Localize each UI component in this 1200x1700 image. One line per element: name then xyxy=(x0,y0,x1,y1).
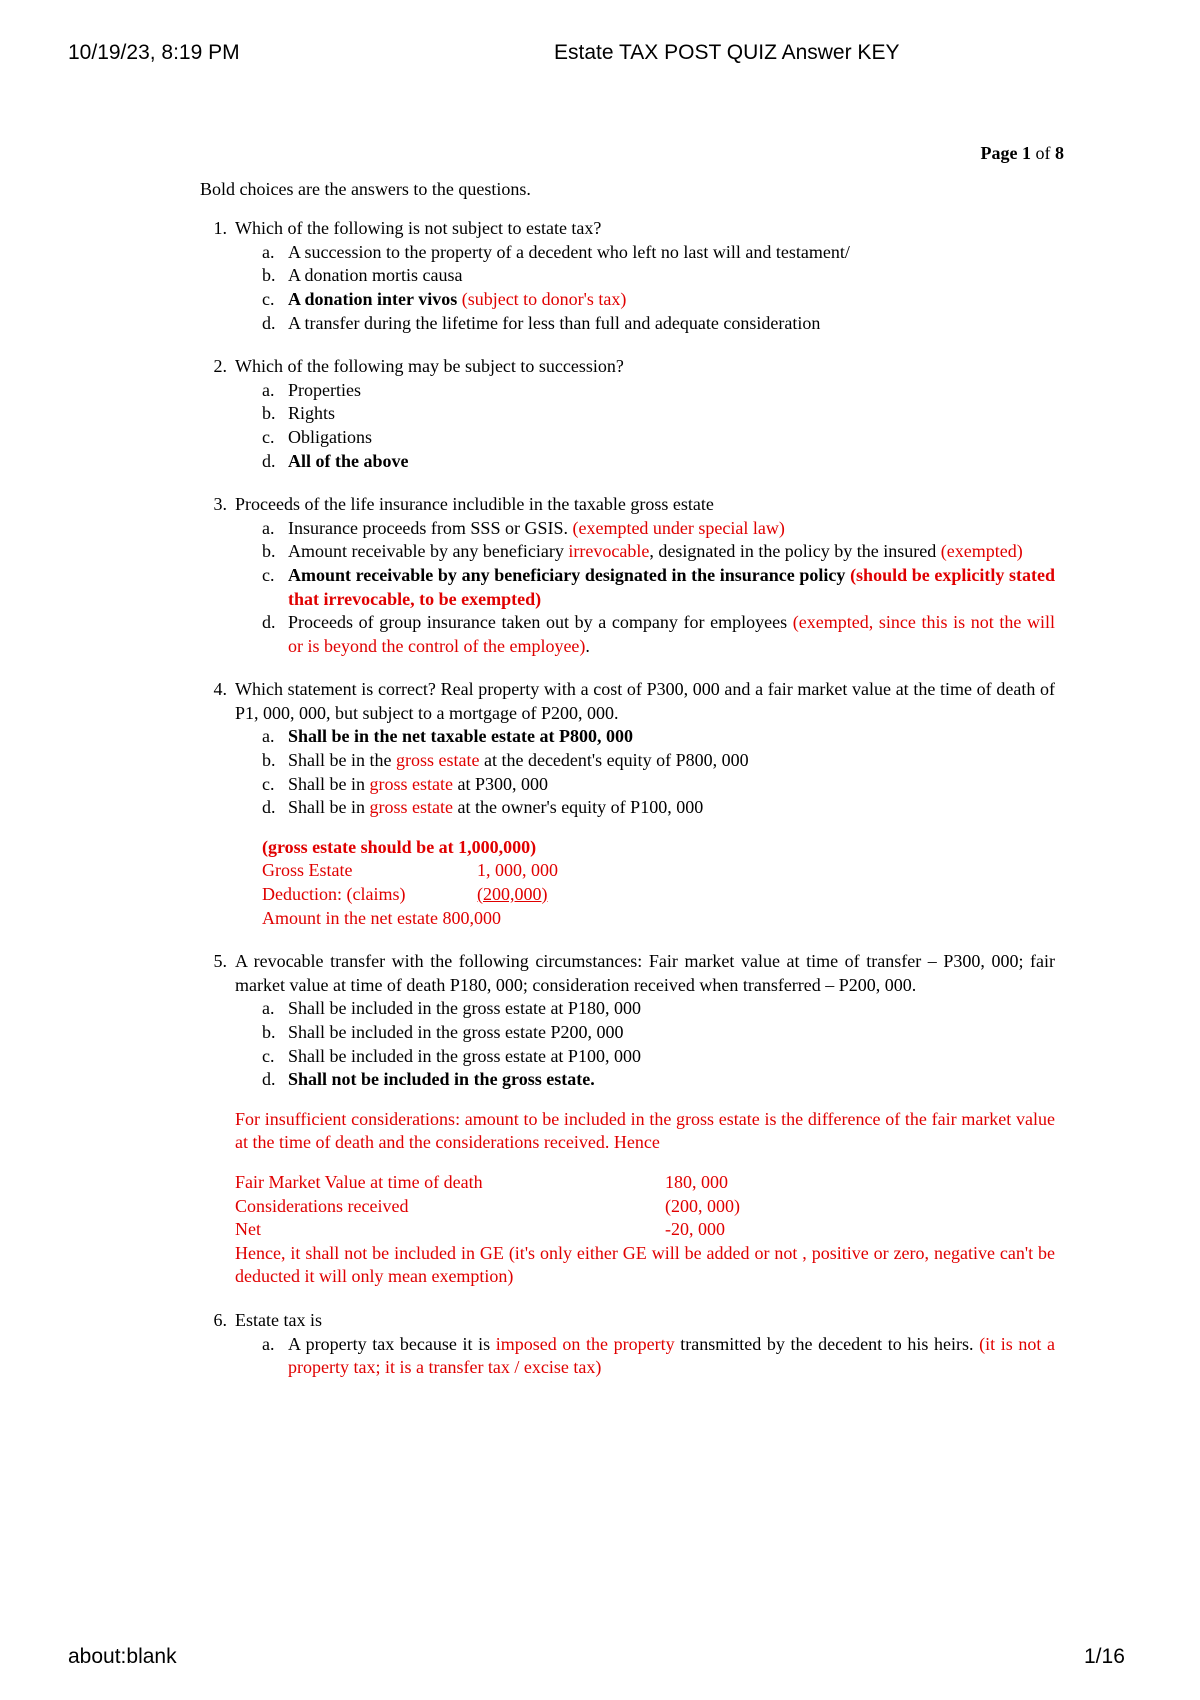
annotation: (exempted) xyxy=(940,541,1023,562)
calc-row: Considerations received (200, 000) xyxy=(235,1195,740,1216)
question-3 xyxy=(200,493,1055,658)
annotation: (should be explicitly stated that irrevocable, to be exempted) xyxy=(288,564,1055,609)
annotation: (exempted, since this is not the will or is beyond the control of the employee) xyxy=(288,612,1055,656)
calc-row: Fair Market Value at time of death 180, 000 xyxy=(235,1171,728,1192)
option-a: a. A succession to the property of a decedent who left no last will and testament/ xyxy=(262,241,850,262)
annotation: (exempted under special law) xyxy=(572,517,785,538)
answer-explanation xyxy=(262,836,1055,930)
option-c: c. A donation inter vivos (subject to donor's tax) xyxy=(262,288,627,309)
question-number: 3. xyxy=(213,494,227,515)
question-text: Which statement is correct? Real property with a cost of P300, 000 and a fair market value at the time of death of P1, 000, 000, but subject to a mortgage of P200, 000. xyxy=(235,679,1055,723)
option-a: a. Shall be in the net taxable estate at P800, 000 xyxy=(262,726,633,747)
question-number: 1. xyxy=(213,218,227,239)
annotation: (subject to donor's tax) xyxy=(461,288,627,309)
print-url: about:blank xyxy=(68,1645,177,1668)
annotation: (it is not a property tax; it is a transfer tax / excise tax) xyxy=(288,1333,1056,1378)
question-5 xyxy=(200,950,1055,1289)
calc-row: Gross Estate 1, 000, 000 xyxy=(262,860,558,881)
note-text: For insufficient considerations: amount to be included in the gross estate is the difference of the fair market value at the time of death and the considerations received. Hence xyxy=(235,1108,1055,1153)
option-b: b. Shall be included in the gross estate P200, 000 xyxy=(262,1022,624,1042)
note-conclusion: Hence, it shall not be included in GE (it's only either GE will be added or not , positive or zero, negative can't be deducted it will only mean exemption) xyxy=(235,1242,1055,1287)
answer-explanation xyxy=(235,1108,1055,1289)
option-a: a. Insurance proceeds from SSS or GSIS. (exempted under special law) xyxy=(262,517,785,538)
option-d: d. Shall not be included in the gross estate. xyxy=(262,1069,595,1090)
question-4 xyxy=(200,678,1055,930)
option-d: d. Proceeds of group insurance taken out by a company for employees (exempted, since this is not the will or is beyond the control of the employee). xyxy=(262,612,1055,656)
print-timestamp: 10/19/23, 8:19 PM xyxy=(68,41,240,64)
question-text: A revocable transfer with the following circumstances: Fair market value at time of transfer – P300, 000; fair market value at time of death P180, 000; consideration received when transferred – P200, 000. xyxy=(235,951,1055,995)
option-c: c. Amount receivable by any beneficiary designated in the insurance policy (should be explicitly stated that irrevocable, to be exempted) xyxy=(262,564,1055,609)
question-number: 6. xyxy=(213,1309,227,1330)
print-title: Estate TAX POST QUIZ Answer KEY xyxy=(554,41,900,64)
option-c: c. Shall be included in the gross estate at P100, 000 xyxy=(262,1045,641,1066)
document-body xyxy=(200,142,1064,1400)
question-text: Which of the following may be subject to succession? xyxy=(235,356,624,377)
option-c: c. Shall be in gross estate at P300, 000 xyxy=(262,773,548,794)
option-b: b. Rights xyxy=(262,403,336,424)
page-label: Page 1 of 8 xyxy=(980,143,1064,163)
calc-row: Amount in the net estate 800,000 xyxy=(262,907,501,928)
question-number: 4. xyxy=(213,679,227,700)
question-text: Proceeds of the life insurance includible in the taxable gross estate xyxy=(235,494,714,515)
question-text: Estate tax is xyxy=(235,1309,322,1330)
option-d: d. A transfer during the lifetime for less than full and adequate consideration xyxy=(262,312,821,333)
question-number: 5. xyxy=(213,951,227,972)
option-d: d. Shall be in gross estate at the owner's equity of P100, 000 xyxy=(262,797,704,818)
option-c: c. Obligations xyxy=(262,426,372,447)
question-2 xyxy=(200,355,1055,473)
option-a: a. A property tax because it is imposed on the property transmitted by the decedent to his heirs. (it is not a property tax; it is a transfer tax / excise tax) xyxy=(262,1333,1056,1378)
option-b: b. Amount receivable by any beneficiary irrevocable, designated in the policy by the insured (exempted) xyxy=(262,541,1023,562)
question-number: 2. xyxy=(213,356,227,377)
note-title: (gross estate should be at 1,000,000) xyxy=(262,836,537,857)
question-6 xyxy=(200,1309,1055,1380)
question-text: Which of the following is not subject to estate tax? xyxy=(235,218,602,239)
option-a: a. Shall be included in the gross estate at P180, 000 xyxy=(262,998,641,1019)
option-d: d. All of the above xyxy=(262,450,409,471)
option-a: a. Properties xyxy=(262,379,361,400)
option-b: b. Shall be in the gross estate at the decedent's equity of P800, 000 xyxy=(262,750,749,771)
question-1 xyxy=(200,217,1055,335)
print-page-count: 1/16 xyxy=(1084,1645,1125,1668)
intro-text: Bold choices are the answers to the questions. xyxy=(200,178,531,199)
calc-row: Deduction: (claims) (200,000) xyxy=(262,884,548,905)
option-b: b. A donation mortis causa xyxy=(262,265,463,286)
calc-row: Net -20, 000 xyxy=(235,1219,725,1240)
